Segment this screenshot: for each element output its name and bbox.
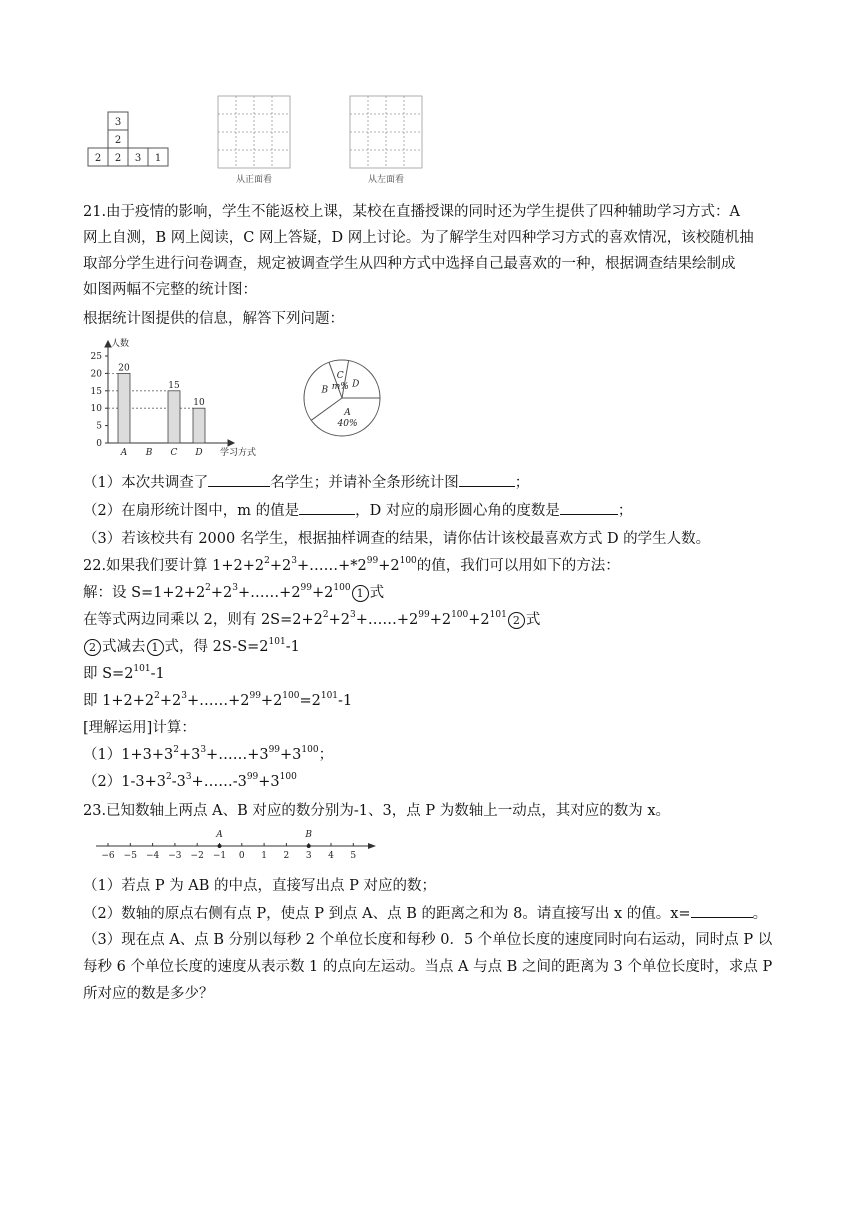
q21-line-4: 如图两幅不完整的统计图： xyxy=(83,282,257,298)
q23-part-3-line-1: （3）现在点 A、点 B 分别以每秒 2 个单位长度和每秒 0．5 个单位长度的速度同时向右运动，同时点 P 以 xyxy=(83,932,773,948)
axis-tick-label: −1 xyxy=(212,851,227,861)
data-label: 15 xyxy=(168,380,180,391)
point-label: B xyxy=(305,830,313,840)
number-line xyxy=(92,824,382,862)
q21-sub-2: （2）在扇形统计图中，m 的值是 ，D 对应的扇形圆心角的度数是 ； xyxy=(83,500,803,521)
category-label: C xyxy=(170,448,178,458)
point-label: A xyxy=(216,830,223,840)
axis-tick-label: −2 xyxy=(190,851,204,861)
q22-s-result: 即 $S=2^{101}-1$ xyxy=(83,664,165,682)
axis-tick-label: 3 xyxy=(305,851,312,861)
block-num: 3 xyxy=(134,153,142,164)
q21-line-2: 网上自测，B 网上阅读，C 网上答疑，D 网上讨论。为了解学生对四种学习方式的喜欢情况，该校随机抽 xyxy=(83,230,754,246)
q22-intro: 22.如果我们要计算 $1+2+2^2+2^3+\dots\dots+*2^{99}+2^{100}$的值，我们可以用如下的方法： xyxy=(83,556,620,574)
block-num: 2 xyxy=(114,135,122,146)
equation-1-mark: 1 xyxy=(147,639,164,656)
left-view-label: 从左面看 xyxy=(367,175,405,185)
axis-tick-label: −5 xyxy=(123,851,137,861)
bar xyxy=(193,408,205,443)
answer-blank-x[interactable] xyxy=(691,903,753,918)
y-tick-label: 10 xyxy=(90,404,102,415)
q23-part-3-line-2: 每秒 6 个单位长度的速度从表示数 1 的点向左运动。当点 A 与点 B 之间的距离为 3 个单位长度时，求点 P xyxy=(83,959,773,975)
bar xyxy=(168,391,180,443)
y-axis-label: 人数 xyxy=(111,339,130,349)
q21-line-5: 根据统计图提供的信息，解答下列问题： xyxy=(83,311,344,327)
front-view-label: 从正面看 xyxy=(235,175,273,185)
point-dot xyxy=(218,844,222,848)
q22-calc-1: $(1)1+3+3^2+3^3+\dots\dots+3^{99}+3^{100}$； xyxy=(83,745,334,763)
pie-slice-label: C xyxy=(336,371,344,382)
equation-2-mark: 2 xyxy=(508,612,525,629)
q22-apply-heading: [理解运用]计算： xyxy=(83,720,196,736)
top-figures xyxy=(85,92,445,187)
q22-multiply: 在等式两边同乘以 2，则有 $2S=2+2^2+2^3+\dots\dots+2^{99}+2^{100}+2^{101}$ 2 式 xyxy=(83,610,541,628)
axis-tick-label: −3 xyxy=(168,851,182,861)
bar-chart xyxy=(82,336,262,460)
axis-tick-label: 4 xyxy=(328,851,334,861)
category-label: D xyxy=(195,448,203,458)
block-num: 1 xyxy=(154,153,162,164)
answer-blank[interactable] xyxy=(299,500,355,515)
block-num: 3 xyxy=(114,117,122,128)
pie-slice-label: A xyxy=(344,408,351,419)
category-label: B xyxy=(145,448,153,458)
q21-line-3: 取部分学生进行问卷调查，规定被调查学生从四种方式中选择自己最喜欢的一种，根据调查结果绘制成 xyxy=(83,256,736,272)
answer-blank[interactable] xyxy=(459,472,515,487)
left-view-grid xyxy=(350,96,422,168)
y-tick-label: 5 xyxy=(96,421,102,432)
axis-tick-label: 1 xyxy=(261,851,267,861)
pie-chart xyxy=(300,356,384,440)
category-label: A xyxy=(120,448,128,458)
q22-solution: 解：设 $S=1+2+2^2+2^3+\dots\dots+2^{99}+2^{100}$ 1 式 xyxy=(83,583,385,601)
data-label: 20 xyxy=(118,363,130,374)
y-tick-label: 20 xyxy=(90,369,102,380)
q22-sum-result: 即 $1+2+2^2+2^3+\dots\dots+2^{99}+2^{100}=2^{101}-1$ xyxy=(83,691,353,709)
front-view-grid xyxy=(218,96,290,168)
axis-tick-label: 5 xyxy=(350,851,357,861)
axis-tick-label: −4 xyxy=(145,851,160,861)
axis-tick-label: 2 xyxy=(283,851,290,861)
q23-part-3-line-3: 所对应的数是多少？ xyxy=(83,986,214,1002)
point-dot xyxy=(307,844,311,848)
answer-blank[interactable] xyxy=(560,500,618,515)
bar xyxy=(118,373,130,443)
q23-part-1: （1）若点 P 为 AB 的中点，直接写出点 P 对应的数； xyxy=(83,878,437,894)
q21-line-1: 21.由于疫情的影响，学生不能返校上课，某校在直播授课的同时还为学生提供了四种辅助学习方式：A xyxy=(83,204,741,220)
y-tick-label: 15 xyxy=(90,386,102,397)
data-label: 10 xyxy=(193,398,205,409)
axis-tick-label: −6 xyxy=(101,851,115,861)
q22-calc-2: $(2)1-3+3^2-3^3+\dots\dots-3^{99}+3^{100}$ xyxy=(83,772,297,790)
q21-sub-3: （3）若该校共有 2000 名学生，根据抽样调查的结果，请你估计该校最喜欢方式 D 的学生人数。 xyxy=(83,531,711,547)
y-tick-label: 0 xyxy=(96,439,102,449)
axis-tick-label: 0 xyxy=(238,851,245,861)
q23-part-2: （2）数轴的原点右侧有点 P，使点 P 到点 A、点 B 的距离之和为 8。请直接写出 x 的值。x= 。 xyxy=(83,903,803,924)
q23-intro: 23.已知数轴上两点 A、B 对应的数分别为-1、3，点 P 为数轴上一动点，其对应的数为 x。 xyxy=(83,803,671,819)
block-num: 2 xyxy=(114,153,122,164)
equation-2-mark: 2 xyxy=(84,639,101,656)
block-num: 2 xyxy=(94,153,102,164)
pie-slice-value: m% xyxy=(331,382,349,393)
pie-slice-value: 40% xyxy=(337,419,358,430)
equation-1-mark: 1 xyxy=(352,585,369,602)
answer-blank[interactable] xyxy=(208,472,270,487)
y-tick-label: 25 xyxy=(90,352,102,362)
pie-slice-label: B xyxy=(321,385,329,396)
q21-sub-1: （1）本次共调查了 名学生；并请补全条形统计图 ； xyxy=(83,472,803,493)
x-axis-label: 学习方式 xyxy=(220,448,257,458)
q22-subtract: 2 式减去 1 式，得 $2S-S=2^{101}-1$ xyxy=(83,637,803,657)
x-axis-arrow xyxy=(228,440,234,446)
pie-slice-label: D xyxy=(352,379,360,390)
